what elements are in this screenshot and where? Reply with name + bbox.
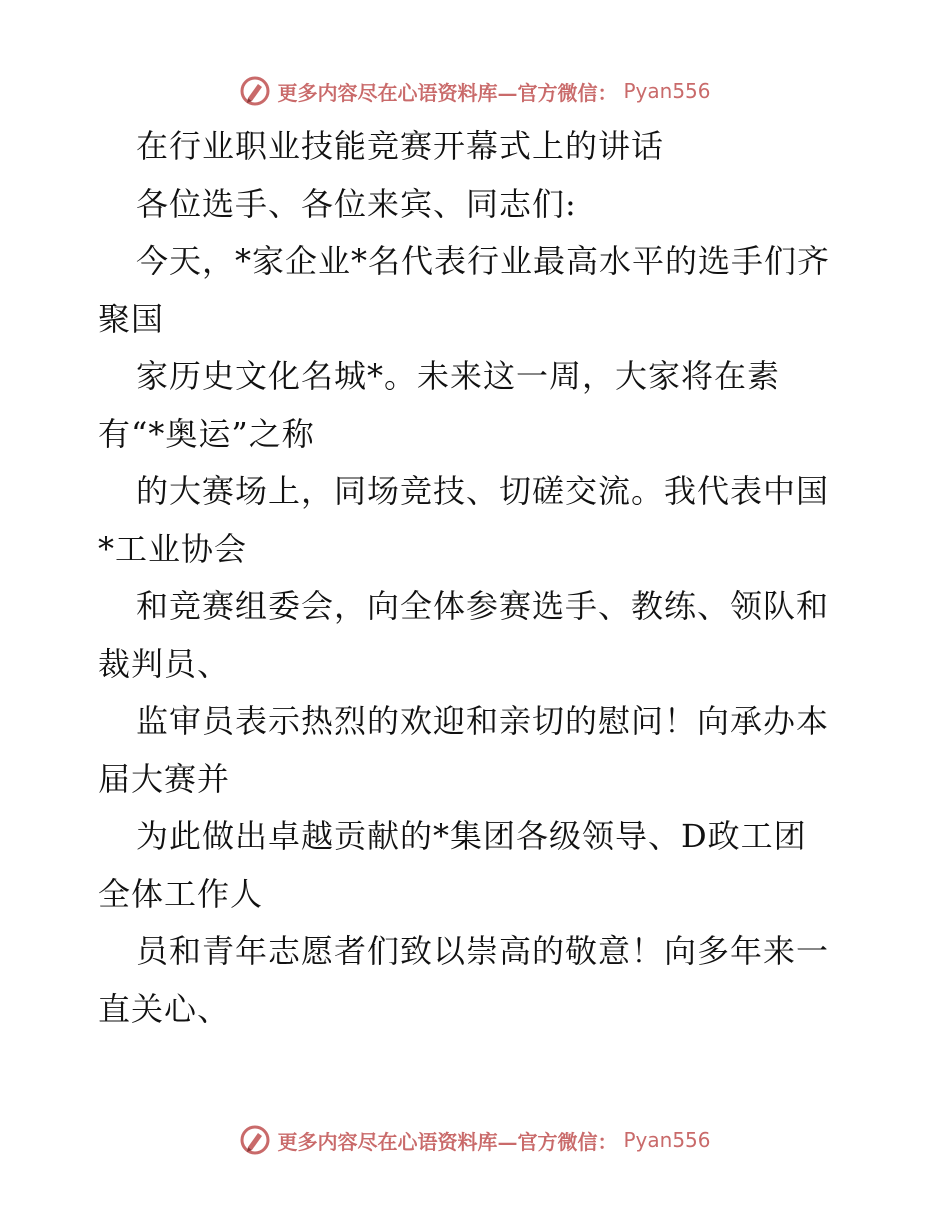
- doc-line: 今天，*家企业*名代表行业最高水平的选手们齐: [136, 242, 831, 280]
- doc-line: 的大赛场上，同场竞技、切磋交流。我代表中国: [136, 472, 830, 510]
- doc-line: 为此做出卓越贡献的*集团各级领导、D政工团: [136, 817, 807, 855]
- doc-line: 在行业职业技能竞赛开幕式上的讲话: [136, 127, 665, 165]
- doc-line: 届大赛并: [98, 759, 231, 798]
- doc-line: 聚国: [98, 299, 165, 338]
- watermark-text: 更多内容尽在心语资料库—官方微信：: [277, 1129, 618, 1154]
- doc-line: 直关心、: [98, 989, 231, 1028]
- header-watermark: [0, 71, 950, 111]
- footer-watermark: [0, 1120, 950, 1160]
- doc-line: 全体工作人: [98, 874, 264, 913]
- watermark-wechat-id: Pyan556: [623, 79, 711, 103]
- doc-line: 裁判员、: [98, 644, 231, 683]
- doc-line: 监审员表示热烈的欢迎和亲切的慰问！向承办本: [136, 702, 830, 740]
- doc-line: 和竞赛组委会，向全体参赛选手、教练、领队和: [136, 587, 830, 625]
- pen-logo-icon: [239, 1124, 271, 1156]
- document-body: [98, 118, 858, 1038]
- doc-line: 有“*奥运”之称: [98, 414, 315, 453]
- doc-line: 家历史文化名城*。未来这一周，大家将在素: [136, 357, 781, 395]
- doc-line: 员和青年志愿者们致以崇高的敬意！向多年来一: [136, 932, 830, 970]
- watermark-text: 更多内容尽在心语资料库—官方微信：: [277, 80, 618, 105]
- doc-line: *工业协会: [98, 529, 248, 568]
- doc-line: 各位选手、各位来宾、同志们:: [136, 184, 577, 223]
- watermark-wechat-id: Pyan556: [623, 1128, 711, 1152]
- pen-logo-icon: [239, 75, 271, 107]
